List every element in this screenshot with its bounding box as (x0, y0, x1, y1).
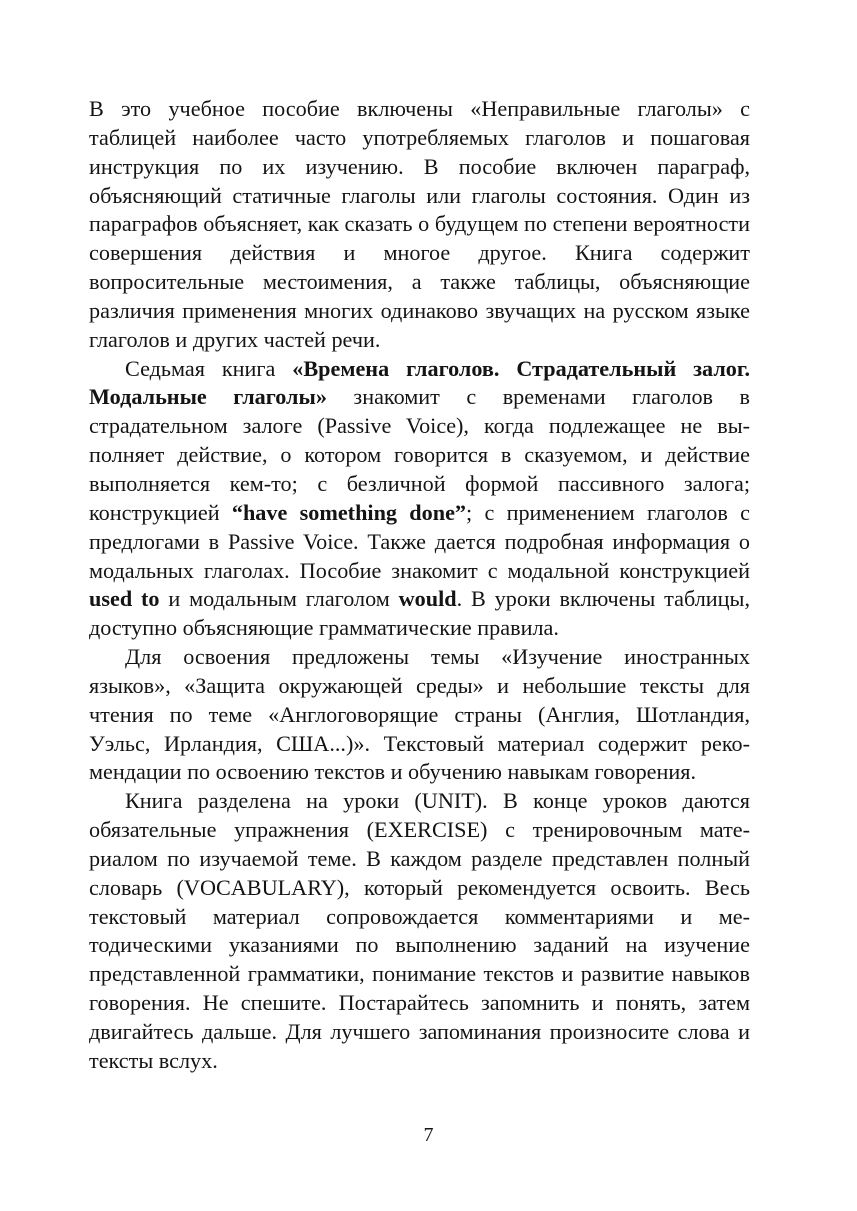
paragraph-2-text: Седьмая книга (125, 355, 293, 381)
construction-bold: “have something done” (231, 499, 467, 525)
page-number: 7 (423, 1124, 434, 1146)
paragraph-2 (89, 355, 750, 643)
paragraph-2-text: . В уроки включены таблицы, доступно объясняющие грамматические правила. (89, 586, 750, 641)
paragraph-2-text: и модальным глаголом (159, 586, 399, 612)
paragraph-2-text: знакомит с временами глаголов в страдательном залоге (Passive Voice), когда подлежащее не выполняет действие, о котором говорится в сказуемом, и действие выполняется кем-то; с безличной формой пассивного залога; конструкцией (89, 384, 750, 525)
paragraph-2-text: ; с применением глаголов с предлогами в Passive Voice. Также дается подробная информация о модальных глаголах. Пособие знакомит с модальной конструкцией (89, 499, 750, 583)
page-body (89, 95, 750, 1076)
book-title-bold: «Времена глаголов. Страдательный залог. Модальные глаголы» (89, 355, 750, 410)
paragraph-1 (89, 95, 750, 355)
paragraph-4-text: Книга разделена на уроки (UNIT). В конце уроков даются обязательные упражнения (EXERCISE) с тренировочным материалом по изучаемой теме. В каждом разделе представлен полный словарь (VOCABULARY), который рекомендуется освоить. Весь текстовый материал сопровождается комментариями и методическими указаниями по выполнению заданий на изучение представленной грамматики, понимание текстов и развитие навыков говорения. Не спешите. Постарайтесь запомнить и понять, затем двигайтесь дальше. Для лучшего запоминания произносите слова и тексты вслух. (89, 788, 750, 1073)
would-bold: would (398, 586, 457, 612)
paragraph-3-text: Для освоения предложены темы «Изучение иностранных языков», «Защита окружающей среды» и небольшие тексты для чтения по теме «Англоговорящие страны (Англия, Шотландия, Уэльс, Ирландия, США...)». Текстовый материал содержит рекомендации по освоению текстов и обучению навыкам говорения. (89, 644, 750, 785)
paragraph-3 (89, 643, 750, 787)
paragraph-4 (89, 787, 750, 1075)
used-to-bold: used to (89, 586, 160, 612)
paragraph-1-text: В это учебное пособие включены «Неправильные глаголы» с таблицей наиболее часто употребляемых глаголов и пошаговая инструкция по их изучению. В пособие включен параграф, объясняющий статичные глаголы или глаголы состояния. Один из параграфов объясняет, как сказать о будущем по степени вероятности совершения действия и многое другое. Книга содержит вопросительные местоимения, а также таблицы, объясняющие различия применения многих одинаково звучащих на русском языке глаголов и других частей речи. (89, 96, 750, 352)
